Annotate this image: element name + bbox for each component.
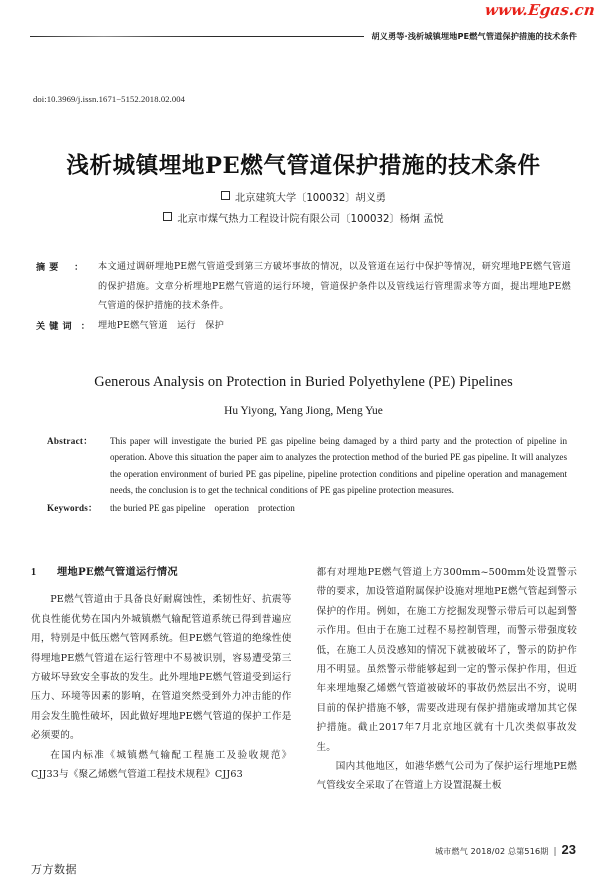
english-keywords-label-text: Keywords: [47, 502, 89, 513]
english-keywords-text: the buried PE gas pipeline operation protection: [110, 502, 295, 513]
square-bullet-icon: [163, 212, 172, 221]
english-abstract-row: [47, 433, 567, 499]
body-column-right: [317, 563, 578, 835]
author-affiliation-line-2: [0, 209, 607, 230]
chinese-keywords-row: [36, 317, 571, 337]
english-keywords-row: [47, 500, 567, 516]
section-heading-text: 埋地PE燃气管道运行情况: [57, 566, 178, 578]
chinese-abstract-text: 本文通过调研埋地PE燃气管道受到第三方破坏事故的情况，以及管道在运行中保护等情况，研究埋地PE燃气管道的保护措施。文章分析埋地PE燃气管道的运行环境，管道保护条件以及管线运行管理需求等方面，提出埋地PE燃气管道的保护措施的技术条件。: [98, 262, 571, 312]
running-head-rule: [30, 36, 364, 37]
section-heading: [31, 563, 292, 582]
doi-text: doi:10.3969/j.issn.1671−5152.2018.02.004: [33, 94, 186, 104]
running-head-text: 胡义勇等·浅析城镇埋地PE燃气管道保护措施的技术条件: [371, 30, 577, 41]
footer-journal-info: 城市燃气 2018/02 总第516期: [435, 847, 549, 856]
author-affiliation-line-1: [0, 188, 607, 209]
paragraph: 在国内标准《城镇燃气输配工程施工及验收规范》CJJ33与《聚乙烯燃气管道工程技术规程》CJJ63: [31, 749, 292, 781]
paragraph: 都有对埋地PE燃气管道上方300mm~500mm处设置警示带的要求，加设管道附属保护设施对埋地PE燃气管起到警示保护的作用。例如，在施工方挖掘发现警示带后可以起到警示作用。但由于在施工过程不易控制管理，而警示带强度较低，在施工人员没感知的情况下就被破坏了，警示的防护作用不明显。虽然警示带能够起到一定的警示保护作用，但近年来埋地聚乙烯燃气管道被破坏的事故仍然层出不穷，说明目前的保护措施不够，需要改进现有保护措施或增加其它保护措施。截止2017年7月北京地区就有十几次类似事故发生。: [316, 567, 577, 753]
chinese-abstract-colon: ：: [74, 262, 84, 273]
chinese-keywords-colon: ：: [80, 320, 91, 332]
author-affiliation-text-2: 北京市煤气热力工程设计院有限公司〔100032〕杨炯 孟悦: [177, 214, 444, 225]
chinese-abstract-label: [36, 258, 98, 278]
chinese-abstract-label-text: 摘 要: [36, 262, 59, 273]
paragraph: PE燃气管道由于具备良好耐腐蚀性，柔韧性好、抗震等优良性能优势在国内外城镇燃气输配管道系统已得到普遍应用，特别是中低压燃气管网系统。但PE燃气管道的绝缘性使得埋地PE燃气管道在运行管理中不易被识别，容易遭受第三方破坏导致安全事故的发生。此外埋地PE燃气管道受到运行压力、环境等因素的影响，在管道突然受到外力冲击能的作用会发生脆性破坏，因此做好埋地PE燃气管道的保护工作是必须要的。: [31, 594, 292, 742]
site-watermark: www.Egas.cn: [484, 1, 596, 19]
page-footer: [435, 842, 576, 857]
english-title: Generous Analysis on Protection in Buried Polyethylene (PE) Pipelines: [94, 374, 513, 390]
english-authors: Hu Yiyong, Yang Jiong, Meng Yue: [224, 405, 383, 417]
chinese-abstract-block: [36, 258, 571, 336]
square-bullet-icon: [221, 191, 230, 200]
chinese-keywords-text: 埋地PE燃气管道 运行 保护: [98, 320, 225, 331]
english-abstract-block: [47, 433, 567, 516]
chinese-keywords-label: [36, 317, 98, 337]
english-abstract-label: Abstract：: [47, 436, 93, 446]
paragraph: 国内其他地区，如港华燃气公司为了保护运行埋地PE燃气管线安全采取了在管道上方设置混凝土板: [316, 761, 577, 792]
author-affiliation-text-1: 北京建筑大学〔100032〕胡义勇: [235, 193, 386, 204]
footer-separator: |: [553, 847, 557, 857]
body-columns: [31, 563, 577, 835]
database-watermark: 万方数据: [31, 863, 77, 876]
chinese-abstract-row: [36, 258, 571, 317]
page-title: 浅析城镇埋地PE燃气管道保护措施的技术条件: [66, 153, 541, 180]
running-head: [30, 28, 577, 44]
footer-page-number: 23: [561, 842, 576, 857]
section-number: 1: [31, 567, 37, 578]
english-keywords-colon: ：: [88, 502, 98, 513]
body-column-left: [31, 563, 292, 835]
chinese-keywords-label-text: 关 键 词: [36, 320, 73, 332]
author-affiliations: [0, 188, 607, 230]
english-keywords-label: [47, 500, 110, 516]
english-abstract-text: This paper will investigate the buried PE gas pipeline being damaged by a third party and the protection of pipeline in operation. Above this situation the paper aim to analyzes the protection method of the buried PE gas pipeline. It will analyzes the operation environment of buried PE gas pipeline, pipeline protection conditions and pipeline operation and management needs, the conclusion is to get the technical conditions of PE gas pipeline protection measures.: [110, 436, 567, 496]
